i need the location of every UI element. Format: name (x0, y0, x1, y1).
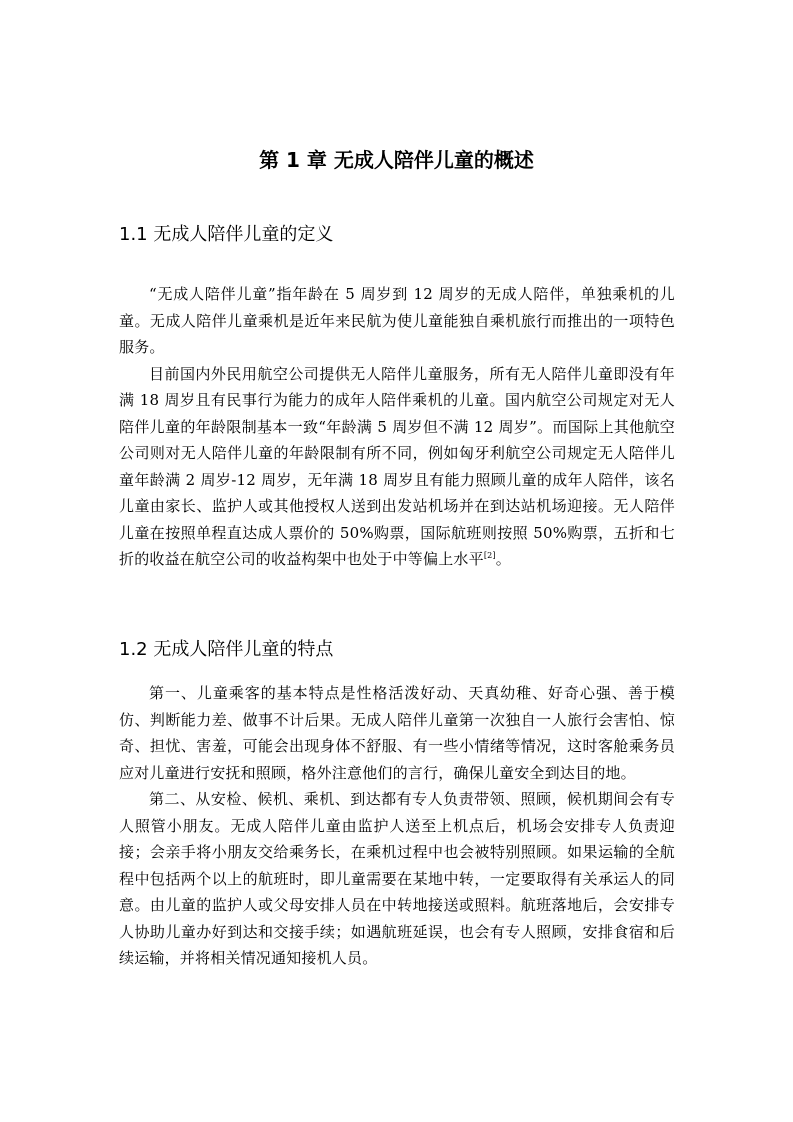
section-body-characteristics (119, 680, 675, 972)
section-title-definition: 1.1 无成人陪伴儿童的定义 (119, 224, 334, 245)
paragraph-characteristic-second: 第二、从安检、候机、乘机、到达都有专人负责带领、照顾，候机期间会有专人照管小朋友。无成人陪伴儿童由监护人送至上机点后，机场会安排专人负责迎接；会亲手将小朋友交给乘务长，在乘机过程中也会被特别照顾。如果运输的全航程中包括两个以上的航班时，即儿童需要在某地中转，一定要取得有关承运人的同意。由儿童的监护人或父母安排人员在中转地接送或照料。航班落地后，会安排专人协助儿童办好到达和交接手续；如遇航班延误，也会有专人照顾，安排食宿和后续运输，并将相关情况通知接机人员。 (119, 790, 675, 967)
paragraph-definition: “无成人陪伴儿童”指年龄在 5 周岁到 12 周岁的无成人陪伴，单独乘机的儿童。无成人陪伴儿童乘机是近年来民航为使儿童能独自乘机旅行而推出的一项特色服务。 (119, 285, 675, 356)
section-title-characteristics: 1.2 无成人陪伴儿童的特点 (119, 639, 334, 660)
paragraph-age-limits-text: 目前国内外民用航空公司提供无人陪伴儿童服务，所有无人陪伴儿童即没有年满 18 周岁且有民事行为能力的成年人陪伴乘机的儿童。国内航空公司规定对无人陪伴儿童的年龄限制基本一致“年龄满 5 周岁但不满 12 周岁”。而国际上其他航空公司则对无人陪伴儿童的年龄限制有所不同，例如匈牙利航空公司规定无人陪伴儿童年龄满 2 周岁-12 周岁，无年满 18 周岁且有能力照顾儿童的成年人陪伴，该名儿童由家长、监护人或其他授权人送到出发站机场并在到达站机场迎接。无人陪伴儿童在按照单程直达成人票价的 50%购票，国际航班则按照 50%购票，五折和七折的收益在航空公司的收益构架中也处于中等偏上水平 (119, 364, 675, 568)
citation-marker: [2] (483, 551, 496, 560)
section-body-definition (119, 281, 675, 573)
paragraph-characteristic-first: 第一、儿童乘客的基本特点是性格活泼好动、天真幼稚、好奇心强、善于模仿、判断能力差、做事不计后果。无成人陪伴儿童第一次独自一人旅行会害怕、惊奇、担忧、害羞，可能会出现身体不舒服、有一些小情绪等情况，这时客舱乘务员应对儿童进行安抚和照顾，格外注意他们的言行，确保儿童安全到达目的地。 (119, 684, 675, 782)
chapter-title: 第 1 章 无成人陪伴儿童的概述 (259, 148, 534, 172)
paragraph-age-limits (119, 361, 675, 573)
paragraph-end-punctuation: 。 (495, 550, 511, 568)
